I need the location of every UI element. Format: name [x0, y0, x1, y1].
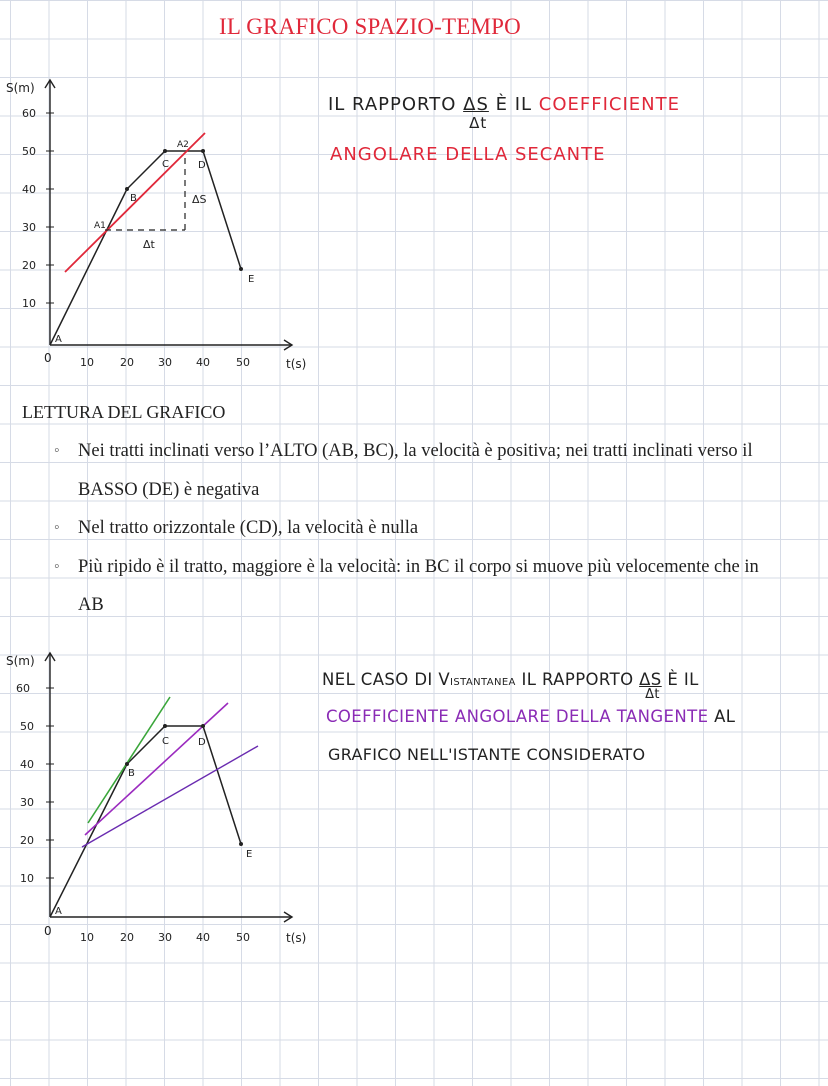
y-axis-label: S(m) — [6, 81, 35, 95]
y-tick-label: 30 — [22, 221, 36, 234]
point-label-a2: A2 — [177, 140, 189, 150]
y-ticks — [16, 682, 54, 885]
delta-s-label: ΔS — [192, 193, 207, 206]
x-ticks — [80, 356, 250, 369]
origin-label: 0 — [44, 924, 52, 938]
y-tick-label: 10 — [22, 297, 36, 310]
line-violet — [82, 746, 258, 847]
delta-t-label: Δt — [143, 238, 155, 251]
x-ticks — [80, 931, 250, 944]
point-label-b: B — [130, 193, 137, 204]
x-tick-label: 40 — [196, 356, 210, 369]
x-tick-label: 50 — [236, 931, 250, 944]
point-d — [201, 149, 205, 153]
x-axis-label: t(s) — [286, 931, 307, 945]
point-label-a: A — [55, 906, 62, 917]
note-tangent-line1 — [322, 670, 699, 702]
point-label-c: C — [162, 736, 169, 747]
x-axis-label: t(s) — [286, 357, 307, 371]
x-tick-label: 10 — [80, 931, 94, 944]
motion-path — [50, 726, 241, 917]
tangent-purple — [85, 703, 228, 835]
y-tick-label: 30 — [20, 796, 34, 809]
point-e — [239, 842, 243, 846]
y-tick-label: 50 — [22, 145, 36, 158]
x-tick-label: 10 — [80, 356, 94, 369]
note-tangent-is: È IL — [667, 670, 699, 689]
list-item: ◦ Nei tratti inclinati verso l’ALTO (AB, BC), la velocità è positiva; nei tratti inclinati verso il BASSO (DE) è negativa — [50, 432, 770, 509]
fraction-denominator: Δt — [645, 687, 660, 702]
reading-list — [50, 432, 770, 625]
list-item: ◦ Nel tratto orizzontale (CD), la velocità è nulla — [50, 509, 770, 548]
point-d — [201, 724, 205, 728]
point-b — [125, 187, 129, 191]
y-tick-label: 10 — [20, 872, 34, 885]
note-tangent-small: ISTANTANEA — [450, 677, 516, 688]
note-secant-coefficient: COEFFICIENTE — [538, 94, 680, 115]
point-label-c: C — [162, 159, 169, 170]
point-label-e: E — [246, 849, 253, 860]
point-label-a1: A1 — [94, 221, 106, 231]
note-secant-line2: ANGOLARE DELLA SECANTE — [330, 144, 606, 165]
delta-fraction — [463, 94, 489, 132]
x-tick-label: 30 — [158, 356, 172, 369]
note-secant-prefix: IL RAPPORTO — [328, 94, 457, 115]
fraction-numerator: ΔS — [463, 94, 489, 115]
x-tick-label: 30 — [158, 931, 172, 944]
point-label-a: A — [55, 334, 62, 345]
y-tick-label: 50 — [20, 720, 34, 733]
y-tick-label: 20 — [20, 834, 34, 847]
origin-label: 0 — [44, 351, 52, 365]
y-tick-label: 60 — [16, 682, 30, 695]
note-tangent-line2 — [326, 707, 735, 726]
delta-fraction — [639, 670, 662, 702]
y-tick-label: 60 — [22, 107, 36, 120]
point-b — [125, 762, 129, 766]
note-secant-line1 — [328, 94, 680, 132]
reading-title: LETTURA DEL GRAFICO — [22, 402, 226, 422]
note-tangent-line3: GRAFICO NELL'ISTANTE CONSIDERATO — [328, 745, 646, 764]
note-tangent-prefix: NEL CASO DI V — [322, 670, 451, 689]
point-label-d: D — [198, 160, 206, 171]
note-tangent-al: AL — [714, 707, 736, 726]
page-title: IL GRAFICO SPAZIO-TEMPO — [219, 14, 521, 39]
note-tangent-ratio: IL RAPPORTO — [521, 670, 634, 689]
point-label-e: E — [248, 274, 255, 285]
point-label-d: D — [198, 737, 206, 748]
y-ticks — [22, 107, 54, 310]
x-tick-label: 20 — [120, 931, 134, 944]
y-tick-label: 20 — [22, 259, 36, 272]
list-item: ◦ Più ripido è il tratto, maggiore è la velocità: in BC il corpo si muove più velocemente che in AB — [50, 548, 770, 625]
space-time-graph-tangent — [0, 645, 340, 955]
y-axis-label: S(m) — [6, 654, 35, 668]
point-c — [163, 724, 167, 728]
x-tick-label: 20 — [120, 356, 134, 369]
point-e — [239, 267, 243, 271]
x-tick-label: 50 — [236, 356, 250, 369]
note-secant-mid: È IL — [495, 94, 533, 115]
y-tick-label: 40 — [20, 758, 34, 771]
note-tangent-coefficient: COEFFICIENTE ANGOLARE DELLA TANGENTE — [326, 707, 709, 726]
fraction-numerator: ΔS — [639, 670, 662, 689]
space-time-graph-secant — [0, 70, 340, 390]
y-tick-label: 40 — [22, 183, 36, 196]
point-label-b: B — [128, 768, 135, 779]
point-c — [163, 149, 167, 153]
x-tick-label: 40 — [196, 931, 210, 944]
fraction-denominator: Δt — [469, 114, 488, 132]
